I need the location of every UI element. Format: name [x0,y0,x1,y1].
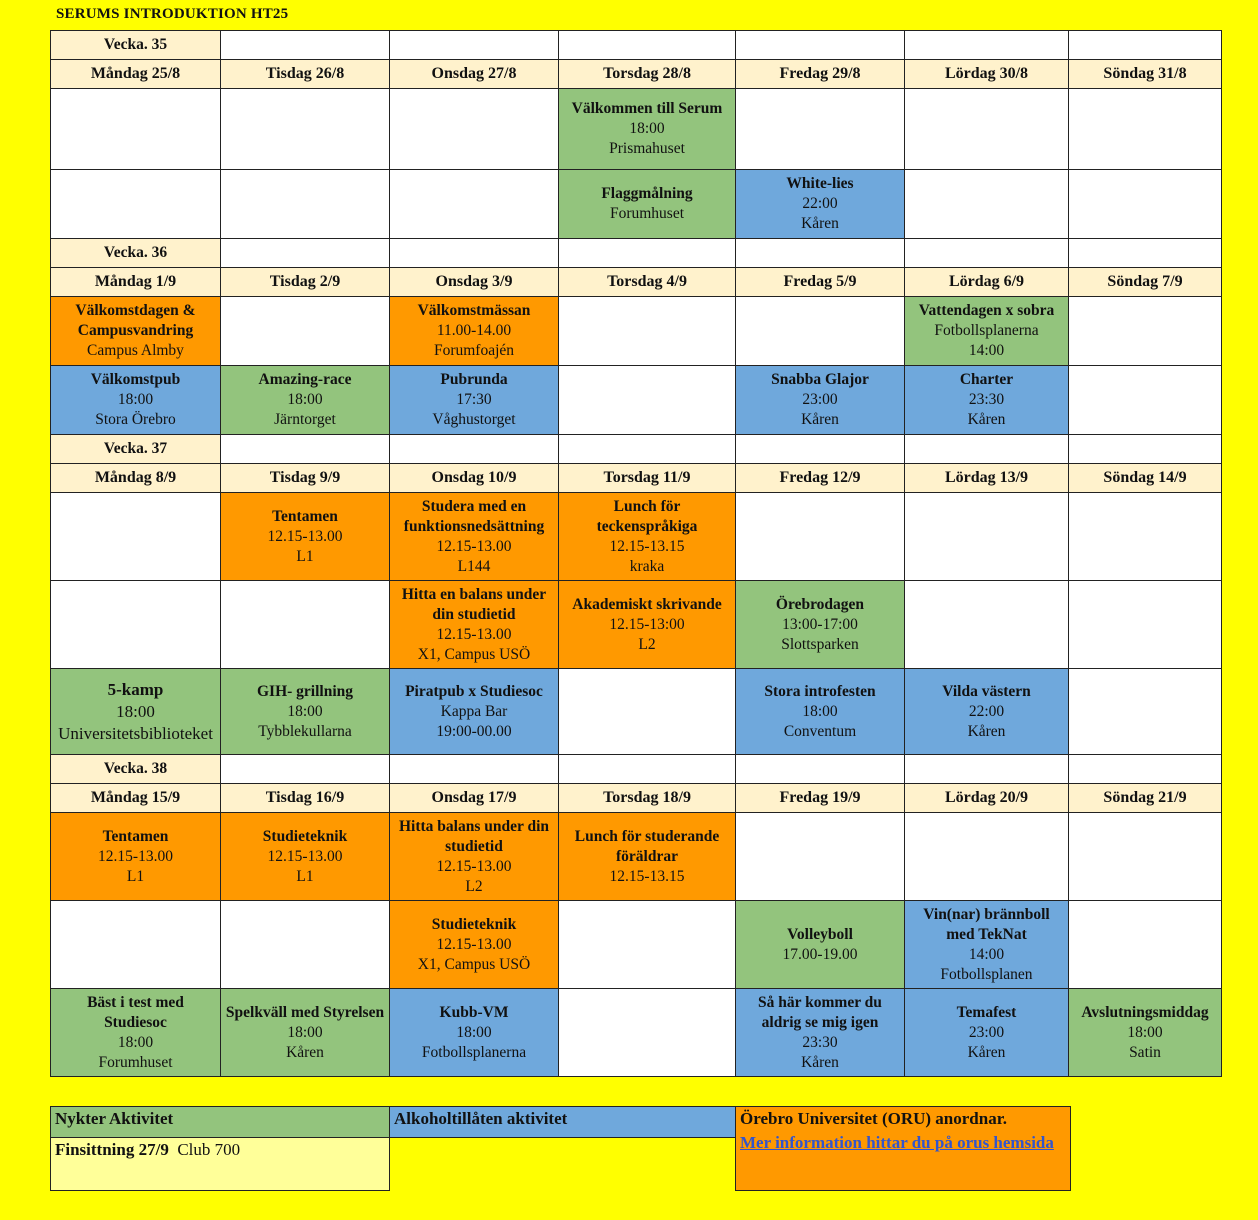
event-title: Avslutningsmiddag [1081,1003,1209,1021]
legend-alcohol: Alkoholtillåten aktivitet [390,1107,736,1138]
event-cell [390,989,559,1077]
empty-cell [559,297,736,366]
empty-cell [1069,89,1222,170]
day-header: Onsdag 3/9 [390,268,559,297]
event-detail: 22:00 [968,702,1005,720]
empty-cell [221,755,390,784]
event-detail: Kåren [286,1043,324,1061]
event-row [51,989,1222,1077]
day-header: Lördag 6/9 [905,268,1069,297]
day-header: Söndag 7/9 [1069,268,1222,297]
event-detail: 13:00-17:00 [782,615,858,633]
event-detail: 18:00 [287,1023,323,1041]
event-detail: 19:00-00.00 [436,722,512,740]
event-detail: 23:30 [802,1033,838,1051]
empty-cell [559,989,736,1077]
event-detail: L144 [457,557,491,575]
event-title: Stora introfesten [764,682,876,700]
event-detail: 14:00 [968,342,1005,359]
day-header-row [51,464,1222,493]
event-detail: 11.00-14.00 [436,322,512,339]
empty-cell [221,297,390,366]
event-title: Spelkväll med Styrelsen [225,1003,385,1021]
page-title: SERUMS INTRODUKTION HT25 [56,6,289,22]
day-header: Söndag 31/8 [1069,60,1222,89]
event-title: Snabba Glajor [771,371,869,388]
empty-cell [1069,239,1222,268]
empty-cell [905,89,1069,170]
event-detail: 17:30 [456,391,492,408]
event-row [51,493,1222,581]
empty-cell [51,493,221,581]
empty-cell [1069,813,1222,901]
empty-cell [905,493,1069,581]
event-detail: 18:00 [116,701,155,721]
empty-cell [1069,435,1222,464]
event-detail: Kappa Bar [440,702,508,720]
finsittning-label: Finsittning 27/9 [55,1140,169,1159]
event-detail: 12.15-13.15 [609,867,685,885]
empty-cell [736,755,905,784]
event-title: Tentamen [102,827,169,845]
event-cell [390,297,559,366]
legend-empty [390,1138,736,1191]
empty-cell [736,89,905,170]
event-detail: Fotbollsplanerna [934,322,1039,339]
event-detail: 12.15-13.00 [436,537,512,555]
event-row [51,669,1222,755]
empty-cell [905,813,1069,901]
event-cell [51,989,221,1077]
event-detail: Forumfoajén [433,342,515,359]
event-detail: 22:00 [802,195,838,212]
event-detail: kraka [629,557,665,575]
event-detail: 12.15-13.15 [609,537,685,555]
empty-cell [51,170,221,239]
empty-cell [905,239,1069,268]
empty-cell [1069,581,1222,669]
event-cell [559,89,736,170]
day-header: Torsdag 18/9 [559,784,736,813]
event-detail: L2 [465,877,483,895]
day-header: Tisdag 16/9 [221,784,390,813]
day-header: Onsdag 10/9 [390,464,559,493]
day-header: Tisdag 2/9 [221,268,390,297]
event-detail: Kåren [801,1053,839,1071]
empty-cell [51,581,221,669]
day-header: Torsdag 28/8 [559,60,736,89]
event-cell [905,366,1069,435]
week-row [51,435,1222,464]
event-cell [221,493,390,581]
empty-cell [390,239,559,268]
event-detail: X1, Campus USÖ [417,645,531,663]
event-row [51,297,1222,366]
day-header: Måndag 1/9 [51,268,221,297]
event-title: 5-kamp [107,679,164,699]
finsittning-place: Club 700 [177,1140,241,1159]
event-detail: Fotbollsplanerna [421,1043,527,1061]
event-title: Välkomstdagen & Campusvandring [75,302,196,339]
day-header: Måndag 25/8 [51,60,221,89]
event-detail: Kåren [967,1043,1006,1061]
event-detail: Forumhuset [609,205,685,222]
event-detail: 12.15-13:00 [609,615,685,633]
event-cell [390,493,559,581]
event-detail: 18:00 [802,702,838,720]
event-detail: 18:00 [117,391,154,408]
empty-cell [390,755,559,784]
event-row [51,901,1222,989]
event-detail: 12.15-13.00 [436,935,512,953]
empty-cell [736,297,905,366]
event-detail: Satin [1129,1043,1161,1061]
event-title: GIH- grillning [256,682,354,700]
week-label: Vecka. 35 [51,31,221,60]
empty-cell [221,31,390,60]
week-label: Vecka. 36 [51,239,221,268]
day-header: Tisdag 26/8 [221,60,390,89]
day-header: Lördag 20/9 [905,784,1069,813]
event-detail: X1, Campus USÖ [417,955,531,973]
event-cell [905,989,1069,1077]
event-cell [736,366,905,435]
event-cell [51,297,221,366]
event-cell [905,669,1069,755]
event-cell [51,366,221,435]
event-title: Välkommen till Serum [571,100,723,117]
event-cell [390,366,559,435]
empty-cell [390,31,559,60]
empty-cell [559,435,736,464]
empty-cell [559,239,736,268]
event-detail: 12.15-13.00 [267,527,343,545]
legend-oru-label: Örebro Universitet (ORU) anordnar. [740,1109,1007,1128]
empty-cell [905,31,1069,60]
empty-cell [1069,669,1222,755]
empty-cell [1069,493,1222,581]
day-header: Onsdag 27/8 [390,60,559,89]
event-title: Lunch för teckenspråkiga [596,497,698,535]
empty-cell [736,813,905,901]
event-title: Bäst i test med Studiesoc [87,993,184,1031]
week-label: Vecka. 38 [51,755,221,784]
empty-cell [559,366,736,435]
day-header: Lördag 13/9 [905,464,1069,493]
empty-cell [736,435,905,464]
event-detail: Järntorget [274,411,336,428]
day-header: Söndag 14/9 [1069,464,1222,493]
week-row [51,755,1222,784]
event-detail: Tybblekullarna [258,722,352,740]
empty-cell [559,901,736,989]
event-cell [390,813,559,901]
event-detail: L2 [638,635,656,653]
event-title: Vin(nar) brännboll med TekNat [923,905,1050,943]
event-detail: 18:00 [287,391,323,408]
event-row [51,89,1222,170]
empty-cell [1069,901,1222,989]
day-header: Fredag 29/8 [736,60,905,89]
empty-cell [905,435,1069,464]
event-cell [736,989,905,1077]
week-row [51,239,1222,268]
day-header: Fredag 12/9 [736,464,905,493]
event-title: Kubb-VM [439,1003,509,1021]
legend-finsittning [51,1138,390,1191]
empty-cell [221,435,390,464]
day-header: Måndag 8/9 [51,464,221,493]
event-cell [559,170,736,239]
event-detail: 17.00-19.00 [782,945,858,963]
day-header: Torsdag 11/9 [559,464,736,493]
event-detail: 18:00 [117,1033,154,1051]
event-title: Lunch för studerande föräldrar [574,827,720,865]
event-detail: 18:00 [1127,1023,1163,1041]
event-cell [221,366,390,435]
event-title: Akademiskt skrivande [572,595,722,613]
day-header: Lördag 30/8 [905,60,1069,89]
event-title: Amazing-race [258,371,352,388]
empty-cell [390,89,559,170]
empty-cell [1069,755,1222,784]
week-row [51,31,1222,60]
event-cell [390,669,559,755]
empty-cell [221,581,390,669]
legend-table [50,1106,1071,1191]
event-cell [51,813,221,901]
empty-cell [905,170,1069,239]
day-header: Fredag 19/9 [736,784,905,813]
event-cell [221,989,390,1077]
event-title: Studieteknik [431,915,517,933]
event-row [51,581,1222,669]
empty-cell [221,170,390,239]
event-cell [736,669,905,755]
event-detail: Kåren [801,411,839,428]
event-title: Piratpub x Studiesoc [405,682,543,700]
event-cell [390,581,559,669]
event-detail: 18:00 [629,120,665,137]
empty-cell [905,581,1069,669]
event-cell [1069,989,1222,1077]
event-detail: 23:00 [802,391,838,408]
empty-cell [559,755,736,784]
event-detail: Conventum [783,722,857,740]
event-cell [390,901,559,989]
event-cell [559,581,736,669]
event-detail: L1 [296,547,314,565]
event-detail: 14:00 [968,945,1005,963]
event-title: Volleyboll [787,925,853,943]
event-detail: 12.15-13.00 [267,847,343,865]
empty-cell [736,31,905,60]
event-detail: L1 [296,867,314,885]
empty-cell [1069,297,1222,366]
empty-cell [559,31,736,60]
event-cell [905,901,1069,989]
day-header: Onsdag 17/9 [390,784,559,813]
event-detail: 12.15-13.00 [98,847,173,865]
empty-cell [1069,170,1222,239]
event-cell [736,901,905,989]
event-title: Studieteknik [262,827,348,845]
event-detail: Prismahuset [609,140,685,157]
event-title: Välkomstmässan [417,302,531,319]
event-title: Så här kommer du aldrig se mig igen [758,993,882,1031]
event-title: Charter [959,371,1014,388]
event-title: Örebrodagen [775,595,865,613]
empty-cell [221,239,390,268]
week-label: Vecka. 37 [51,435,221,464]
event-detail: Fotbollsplanen [940,965,1033,983]
event-detail: 12.15-13.00 [436,625,512,643]
day-header-row [51,268,1222,297]
empty-cell [51,901,221,989]
legend-oru [736,1107,1071,1191]
event-cell [736,170,905,239]
event-title: Temafest [956,1003,1017,1021]
empty-cell [390,435,559,464]
event-row [51,170,1222,239]
event-title: Vattendagen x sobra [918,302,1055,319]
event-detail: 12.15-13.00 [436,857,512,875]
event-detail: 18:00 [456,1023,492,1041]
event-title: Pubrunda [440,371,508,388]
event-title: Flaggmålning [601,185,693,202]
event-cell [51,669,221,755]
event-detail: Universitetsbiblioteket [58,723,213,743]
empty-cell [736,239,905,268]
event-cell [736,581,905,669]
event-title: Vilda västern [942,682,1031,700]
event-cell [221,813,390,901]
event-detail: 23:00 [968,1023,1005,1041]
event-detail: 23:30 [968,391,1005,408]
event-title: Välkomstpub [90,371,181,388]
day-header: Måndag 15/9 [51,784,221,813]
event-title: Hitta en balans under din studietid [401,585,547,623]
empty-cell [905,755,1069,784]
empty-cell [221,89,390,170]
empty-cell [1069,366,1222,435]
day-header: Tisdag 9/9 [221,464,390,493]
event-detail: Kåren [967,411,1006,428]
event-row [51,813,1222,901]
event-detail: L1 [126,867,145,885]
event-title: Hitta balans under din studietid [398,817,550,855]
event-detail: Våghustorget [432,411,516,428]
empty-cell [51,89,221,170]
day-header: Fredag 5/9 [736,268,905,297]
empty-cell [1069,31,1222,60]
event-detail: Kåren [801,215,839,232]
event-cell [559,813,736,901]
event-detail: Kåren [967,722,1006,740]
legend-sober: Nykter Aktivitet [51,1107,390,1138]
event-title: Studera med en funktionsnedsättning [403,497,545,535]
day-header-row [51,60,1222,89]
event-title: White-lies [786,175,854,192]
day-header: Söndag 21/9 [1069,784,1222,813]
empty-cell [559,669,736,755]
event-detail: Slottsparken [781,635,859,653]
event-detail: Campus Almby [87,342,184,359]
empty-cell [390,170,559,239]
event-cell [221,669,390,755]
day-header-row [51,784,1222,813]
event-detail: Stora Örebro [95,411,176,428]
event-detail: 18:00 [287,702,323,720]
event-title: Tentamen [272,507,338,525]
day-header: Torsdag 4/9 [559,268,736,297]
oru-website-link[interactable]: Mer information hittar du på orus hemsida [740,1133,1054,1152]
event-row [51,366,1222,435]
event-detail: Forumhuset [98,1053,173,1071]
empty-cell [736,493,905,581]
schedule-table [50,30,1222,1077]
event-cell [559,493,736,581]
empty-cell [221,901,390,989]
event-cell [905,297,1069,366]
